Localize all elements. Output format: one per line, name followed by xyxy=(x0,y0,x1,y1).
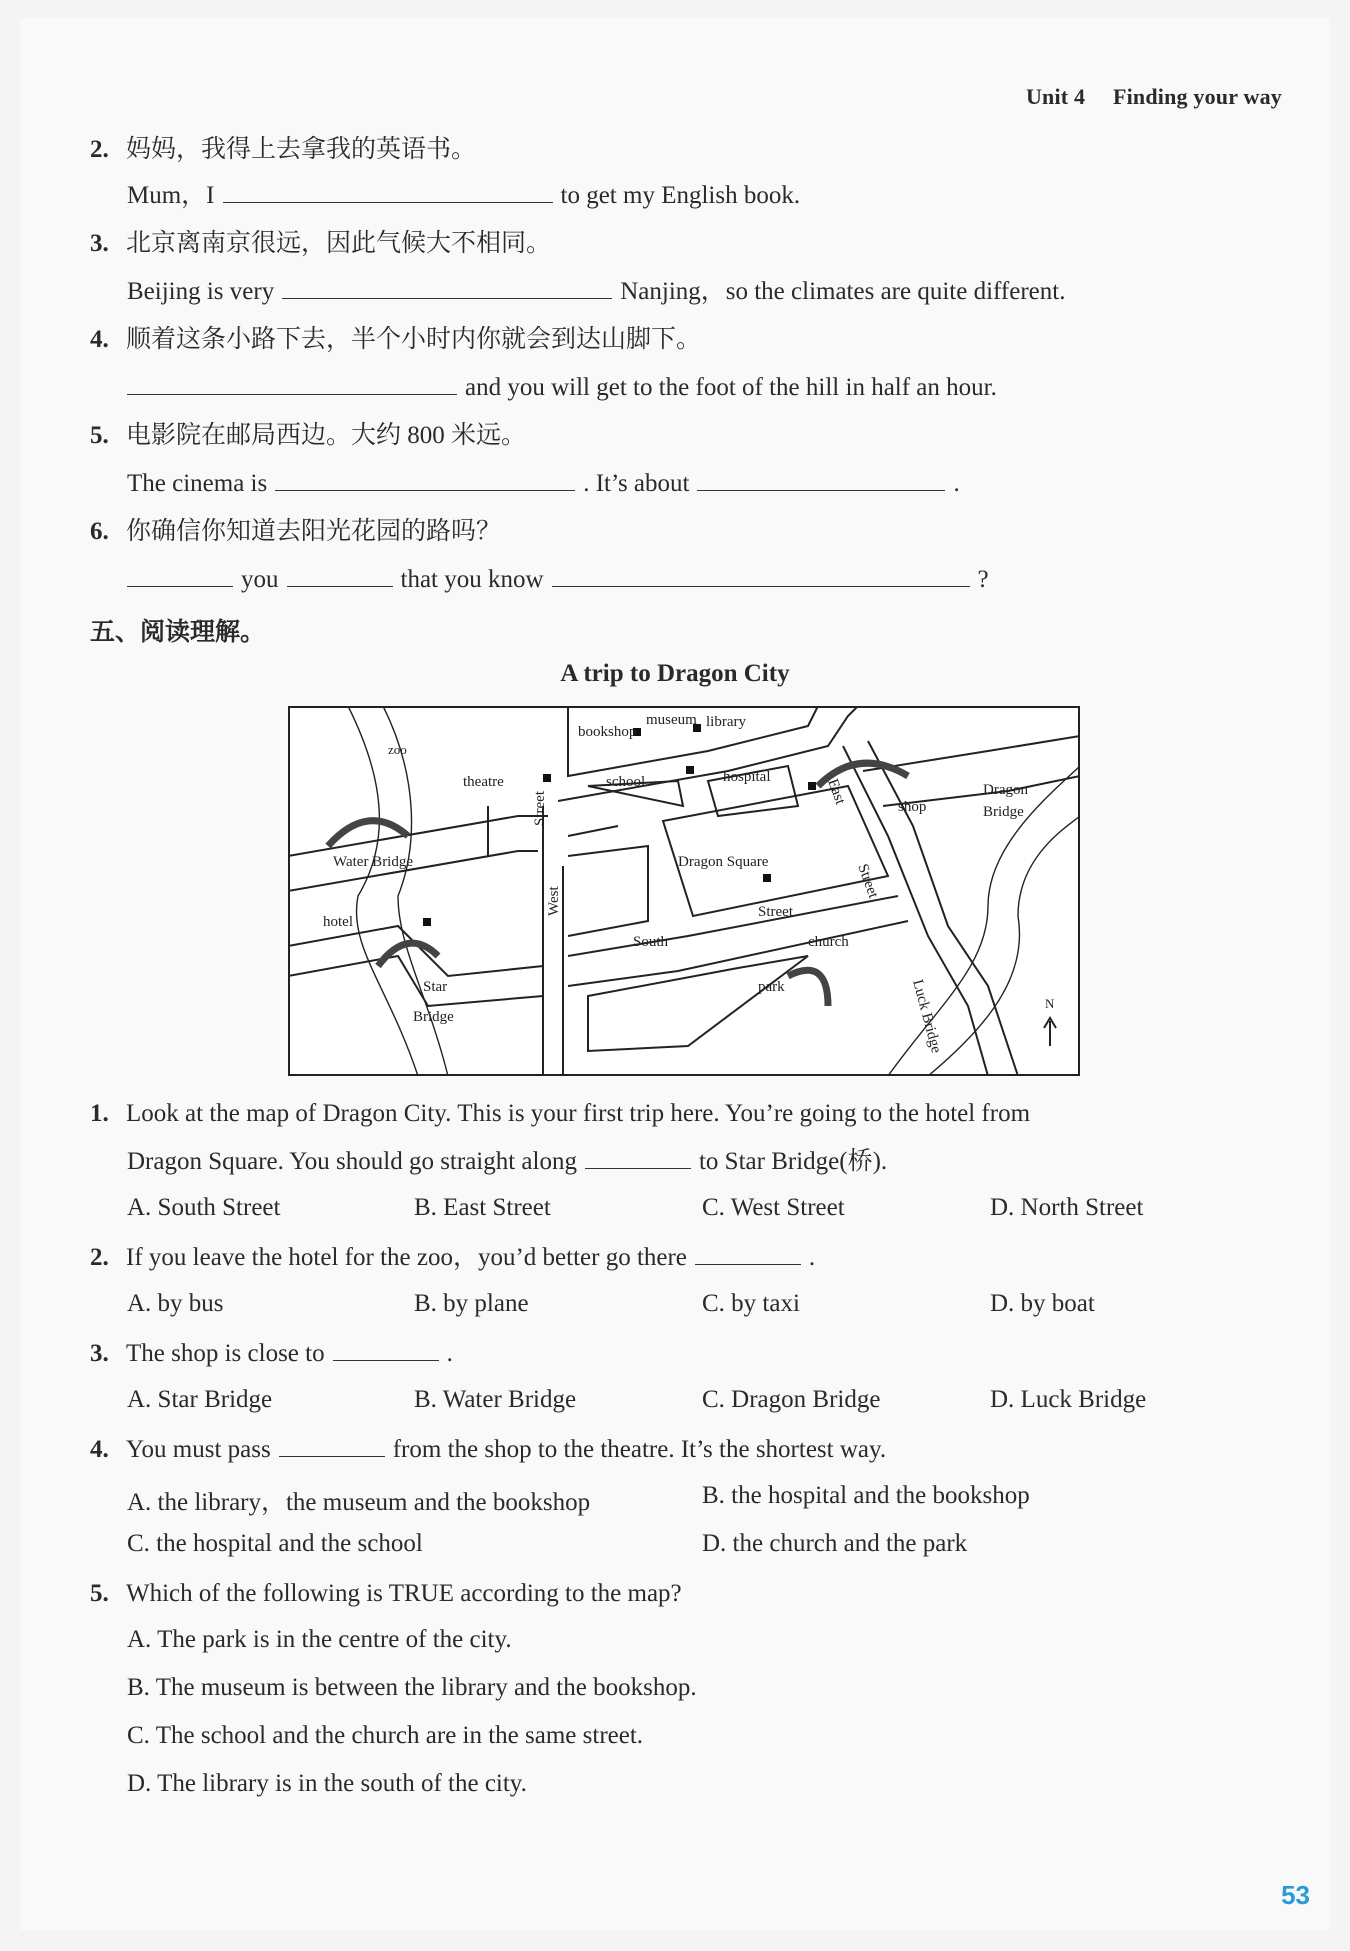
map-label-school: school xyxy=(606,774,646,790)
map-label-museum: museum xyxy=(646,712,697,728)
question-text: You must pass xyxy=(126,1436,271,1463)
q2-option-a[interactable]: A. by bus xyxy=(127,1290,224,1317)
sentence-part: Nanjing，so the climates are quite different. xyxy=(620,278,1066,305)
q3-option-a[interactable]: A. Star Bridge xyxy=(127,1386,273,1413)
question-text: If you leave the hotel for the zoo，you’d better go there xyxy=(126,1244,687,1271)
question-text: . xyxy=(446,1340,453,1367)
answer-blank[interactable] xyxy=(287,564,393,587)
item-number: 2. xyxy=(90,136,109,163)
map-label-water-bridge: Water Bridge xyxy=(333,854,414,870)
q4-option-c[interactable]: C. the hospital and the school xyxy=(127,1530,423,1557)
map-label-star-bridge: Bridge xyxy=(413,1009,454,1025)
item-number: 3. xyxy=(90,230,109,257)
translation-6-english xyxy=(127,564,989,596)
map-label-dragon-square: Dragon Square xyxy=(678,854,769,870)
question-number: 2. xyxy=(90,1244,109,1271)
q4-option-b[interactable]: B. the hospital and the bookshop xyxy=(702,1482,1030,1509)
map-label-park: park xyxy=(758,979,785,995)
map-label-library: library xyxy=(706,714,746,730)
answer-blank[interactable] xyxy=(127,564,233,587)
sentence-part: Beijing is very xyxy=(127,278,275,305)
sentence-part: ? xyxy=(977,566,989,593)
item-number: 6. xyxy=(90,518,109,545)
answer-blank[interactable] xyxy=(333,1338,439,1361)
sentence-part: The cinema is xyxy=(127,470,268,497)
chinese-sentence: 电影院在邮局西边。大约 800 米远。 xyxy=(126,422,527,449)
question-text: Which of the following is TRUE according to the map? xyxy=(126,1580,682,1607)
map-label-west: West xyxy=(546,886,562,916)
chinese-sentence: 顺着这条小路下去，半个小时内你就会到达山脚下。 xyxy=(126,326,702,353)
q1-option-a[interactable]: A. South Street xyxy=(127,1194,281,1221)
map-label-south: South xyxy=(633,934,669,950)
q4-option-d[interactable]: D. the church and the park xyxy=(702,1530,968,1557)
question-1-line2 xyxy=(127,1146,887,1178)
q3-option-d[interactable]: D. Luck Bridge xyxy=(990,1386,1147,1413)
q5-option-c[interactable]: C. The school and the church are in the same street. xyxy=(127,1722,644,1749)
question-number: 5. xyxy=(90,1580,109,1607)
answer-blank[interactable] xyxy=(585,1146,691,1169)
dragon-city-map xyxy=(288,706,1080,1076)
item-number: 4. xyxy=(90,326,109,353)
chinese-sentence: 妈妈，我得上去拿我的英语书。 xyxy=(126,136,477,163)
translation-4-chinese xyxy=(90,324,701,356)
question-number: 3. xyxy=(90,1340,109,1367)
translation-3-english xyxy=(127,276,1065,308)
map-title: A trip to Dragon City xyxy=(560,660,790,687)
map-label-north: N xyxy=(1045,996,1055,1011)
map-label-east: East xyxy=(824,776,849,807)
question-1 xyxy=(90,1098,1030,1130)
sentence-part: to get my English book. xyxy=(560,182,801,209)
translation-2-chinese xyxy=(90,134,476,166)
map-label-luck-bridge: Luck Bridge xyxy=(909,977,945,1055)
answer-blank[interactable] xyxy=(695,1242,801,1265)
question-text: The shop is close to xyxy=(126,1340,325,1367)
q3-option-c[interactable]: C. Dragon Bridge xyxy=(702,1386,881,1413)
question-text: Look at the map of Dragon City. This is your first trip here. You’re going to the hotel from xyxy=(126,1100,1031,1127)
sentence-part: you xyxy=(241,566,279,593)
map-label-zoo: zoo xyxy=(388,742,407,757)
map-label-bookshop: bookshop xyxy=(578,724,637,740)
question-text: . xyxy=(808,1244,816,1271)
question-number: 4. xyxy=(90,1436,109,1463)
q2-option-b[interactable]: B. by plane xyxy=(414,1290,529,1317)
chinese-sentence: 你确信你知道去阳光花园的路吗？ xyxy=(126,518,502,545)
question-2 xyxy=(90,1242,815,1274)
translation-2-english xyxy=(127,180,800,212)
question-number: 1. xyxy=(90,1100,109,1127)
question-text: Dragon Square. You should go straight along xyxy=(127,1148,577,1175)
q3-option-b[interactable]: B. Water Bridge xyxy=(414,1386,577,1413)
answer-blank[interactable] xyxy=(552,564,970,587)
translation-5-english xyxy=(127,468,960,500)
map-label-hospital: hospital xyxy=(723,769,771,785)
answer-blank[interactable] xyxy=(697,468,945,491)
chinese-sentence: 北京离南京很远，因此气候大不相同。 xyxy=(126,230,552,257)
question-5 xyxy=(90,1578,682,1610)
translation-6-chinese xyxy=(90,516,501,548)
answer-blank[interactable] xyxy=(275,468,575,491)
question-4 xyxy=(90,1434,886,1466)
map-label-theatre: theatre xyxy=(463,774,504,790)
sentence-part: and you will get to the foot of the hill in half an hour. xyxy=(465,374,997,401)
q5-option-a[interactable]: A. The park is in the centre of the city. xyxy=(127,1626,512,1653)
question-3 xyxy=(90,1338,453,1370)
map-label-church: church xyxy=(808,934,849,950)
translation-3-chinese xyxy=(90,228,551,260)
q1-option-b[interactable]: B. East Street xyxy=(414,1194,551,1221)
sentence-part: Mum，I xyxy=(127,182,215,209)
translation-4-english xyxy=(127,372,997,404)
question-text: to Star Bridge(桥). xyxy=(698,1148,888,1175)
map-label-dragon: Dragon xyxy=(983,782,1028,798)
answer-blank[interactable] xyxy=(127,372,457,395)
map-label-shop: shop xyxy=(898,799,927,815)
map-label-dragon-bridge: Bridge xyxy=(983,804,1024,820)
unit-title: Finding your way xyxy=(1112,84,1282,109)
q5-option-b[interactable]: B. The museum is between the library and the bookshop. xyxy=(127,1674,697,1701)
map-label-street: Street xyxy=(532,791,548,826)
q2-option-d[interactable]: D. by boat xyxy=(990,1290,1095,1317)
page-header xyxy=(1026,84,1282,110)
q1-option-c[interactable]: C. West Street xyxy=(702,1194,845,1221)
q1-option-d[interactable]: D. North Street xyxy=(990,1194,1144,1221)
section-heading: 五、阅读理解。 xyxy=(90,617,266,646)
sentence-part: . It’s about xyxy=(583,470,690,497)
q4-option-a[interactable]: A. the library，the museum and the bookshop xyxy=(127,1489,591,1516)
unit-label: Unit 4 xyxy=(1025,84,1086,109)
q5-option-d[interactable]: D. The library is in the south of the city. xyxy=(127,1770,527,1797)
map-label-hotel: hotel xyxy=(323,914,353,930)
answer-blank[interactable] xyxy=(282,276,612,299)
page-number: 53 xyxy=(1281,1880,1310,1910)
q2-option-c[interactable]: C. by taxi xyxy=(702,1290,800,1317)
map-label-street-south: Street xyxy=(758,904,793,920)
translation-5-chinese xyxy=(90,420,526,452)
map-label-street-east: Street xyxy=(854,861,882,901)
answer-blank[interactable] xyxy=(279,1434,385,1457)
answer-blank[interactable] xyxy=(223,180,553,203)
item-number: 5. xyxy=(90,422,109,449)
map-label-star: Star xyxy=(423,979,448,995)
question-text: from the shop to the theatre. It’s the shortest way. xyxy=(392,1436,887,1463)
sentence-part: . xyxy=(953,470,960,497)
sentence-part: that you know xyxy=(400,566,544,593)
